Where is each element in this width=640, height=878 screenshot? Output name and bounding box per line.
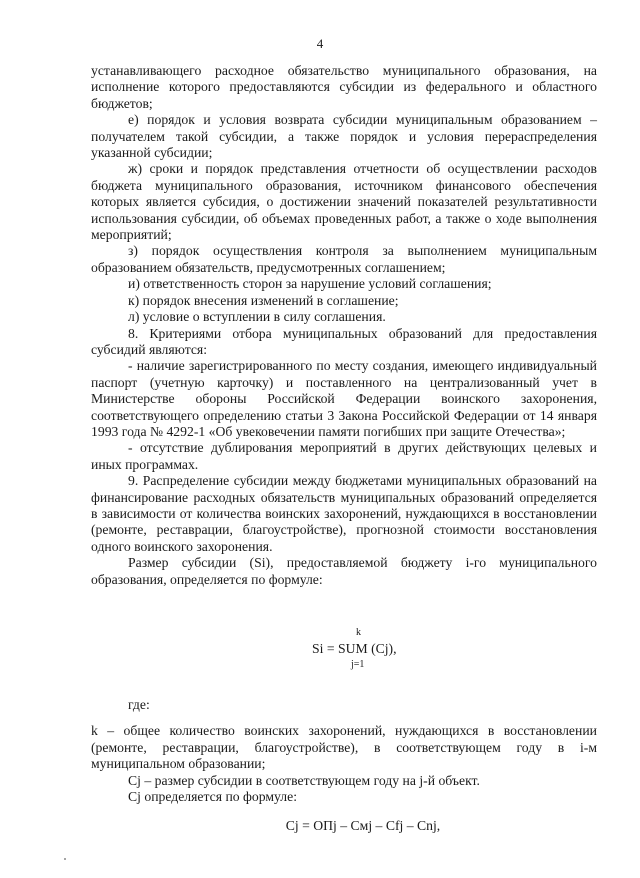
formula-cj (0, 818, 640, 834)
paragraph: е) порядок и условия возврата субсидии муниципальным образованием – получателем такой субсидии, а также порядок и условия перераспределения указанной субсидии; (91, 112, 597, 161)
paragraph: ж) сроки и порядок представления отчетности об осуществлении расходов бюджета муниципального образования, источником финансового обеспечения которых является субсидия, о достижении значений показателей результативности использования субсидии, об объемах проведенных работ, а также о ходе выполнения мероприятий; (91, 161, 597, 243)
paragraph: з) порядок осуществления контроля за выполнением муниципальным образованием обязательств, предусмотренных соглашением; (91, 243, 597, 275)
formula-expression: Si = SUM (Cj), (312, 641, 397, 656)
formula-subsidy-sum (300, 627, 440, 671)
paragraph: л) условие о вступлении в силу соглашения. (128, 309, 386, 325)
paragraph: 8. Критериями отбора муниципальных образований для предоставления субсидий являются: (91, 325, 597, 357)
paragraph: к) порядок внесения изменений в соглашение; (128, 292, 399, 308)
paragraph: Размер субсидии (Si), предоставляемой бюджету i-го муниципального образования, определяется по формуле: (91, 555, 597, 587)
scan-speck (64, 858, 66, 860)
where-label: где: (128, 697, 150, 712)
paragraph: - наличие зарегистрированного по месту создания, имеющего индивидуальный паспорт (учетную карточку) и поставленного на централизованный учет в Министерстве обороны Российской Федерации воинского захоронения, соответствующего определению статьи 3 Закона Российской Федерации от 14 января 1993 года № 4292-1 «Об увековечении памяти погибших при защите Отечества»; (91, 358, 597, 439)
paragraph: устанавливающего расходное обязательство муниципального образования, на исполнение которого предоставляются субсидии из федерального и областного бюджетов; (91, 63, 597, 111)
formula-expression: Cj = ОПj – Cмj – Cfj – Cnj, (285, 818, 441, 833)
paragraph: k – общее количество воинских захоронений, нуждающихся в восстановлении (ремонте, реставрации, благоустройстве), в соответствующем году в i-м муниципальном образовании; (91, 723, 597, 772)
paragraph: Cj – размер субсидии в соответствующем году на j-й объект. (128, 772, 480, 788)
paragraph: 9. Распределение субсидии между бюджетами муниципальных образований на финансирование расходных обязательств муниципальных образований определяется в зависимости от количества воинских захоронений, нуждающихся в восстановлении (ремонте, реставрации, благоустройстве), прогнозной стоимости восстановления одного воинского захоронения. (91, 473, 597, 554)
paragraph: Cj определяется по формуле: (128, 789, 297, 805)
formula-upper-limit: k (356, 627, 361, 638)
formula-explanation (91, 697, 597, 805)
page-number: 4 (316, 36, 324, 51)
paragraph: - отсутствие дублирования мероприятий в других действующих целевых и иных программах. (91, 440, 597, 472)
paragraph: и) ответственность сторон за нарушение условий соглашения; (128, 276, 492, 292)
formula-lower-limit: j=1 (351, 659, 365, 670)
document-body (91, 63, 597, 588)
